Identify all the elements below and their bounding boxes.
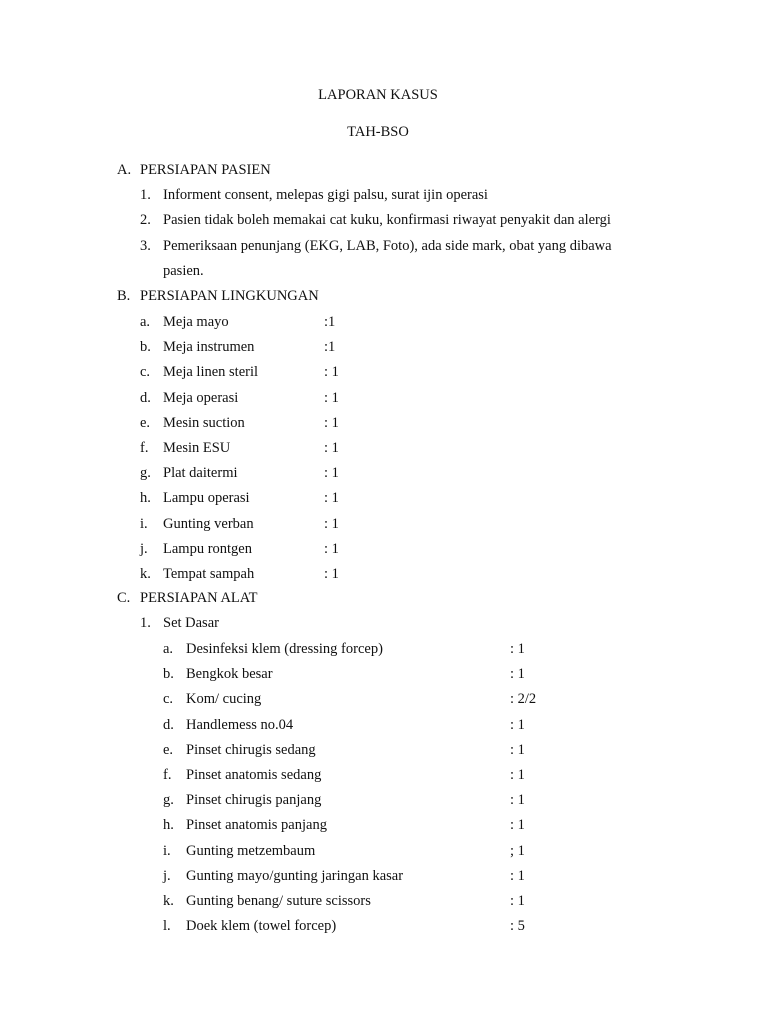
list-item-text: Pemeriksaan penunjang (EKG, LAB, Foto), ada side mark, obat yang dibawa [163,238,612,254]
item-name: Pinset chirugis sedang [186,741,316,758]
item-quantity: : 1 [324,364,339,381]
item-name: Tempat sampah [163,566,255,582]
item-marker: f. [163,767,172,783]
document-title: LAPORAN KASUS [318,87,438,103]
item-name: Doek klem (towel forcep) [186,918,337,935]
item-marker: i. [140,515,148,532]
item-name: Pinset anatomis sedang [186,767,322,783]
item-quantity: : 1 [510,641,525,657]
item-marker: g. [140,465,151,482]
subsection-marker: 1. [140,615,151,631]
list-item-text: Informent consent, melepas gigi palsu, surat ijin operasi [163,187,488,203]
item-quantity: : 1 [324,515,339,532]
list-item-text: Pasien tidak boleh memakai cat kuku, konfirmasi riwayat penyakit dan alergi [163,212,611,228]
item-name: Lampu operasi [163,490,250,507]
item-marker: e. [140,414,151,431]
item-quantity: : 1 [324,414,339,431]
item-name: Plat daitermi [163,465,238,482]
section-marker: A. [117,162,132,178]
item-quantity: : 1 [510,893,525,909]
item-quantity: : 1 [510,716,525,733]
item-marker: e. [163,741,174,758]
list-item-continuation: pasien. [163,263,204,279]
item-marker: d. [163,716,174,733]
item-marker: b. [140,339,151,356]
item-marker: c. [140,364,151,381]
item-quantity: : 1 [510,792,525,809]
item-marker: c. [163,691,174,708]
item-name: Meja instrumen [163,339,255,356]
item-marker: d. [140,389,151,406]
section-marker: B. [117,288,131,304]
item-name: Mesin ESU [163,440,231,456]
item-marker: h. [163,817,174,834]
item-name: Bengkok besar [186,666,273,683]
item-quantity: : 2/2 [510,691,537,708]
item-name: Desinfeksi klem (dressing forcep) [186,641,383,657]
item-marker: l. [163,918,171,935]
item-name: Kom/ cucing [186,691,262,708]
document-subtitle: TAH-BSO [347,124,409,140]
item-marker: a. [140,314,151,330]
item-name: Pinset anatomis panjang [186,817,327,834]
section-marker: C. [117,590,131,606]
item-quantity: : 1 [324,490,339,507]
item-name: Gunting benang/ suture scissors [186,893,371,909]
item-name: Gunting metzembaum [186,842,316,859]
item-quantity: : 1 [510,741,525,758]
list-item-marker: 1. [140,187,151,203]
item-quantity: :1 [324,314,336,330]
list-item-marker: 2. [140,212,151,228]
item-quantity: : 1 [510,817,525,834]
item-marker: j. [140,540,148,557]
section-heading: PERSIAPAN ALAT [140,590,258,606]
item-marker: i. [163,842,171,859]
item-name: Gunting verban [163,515,254,532]
item-quantity: : 1 [324,440,339,456]
item-name: Mesin suction [163,414,245,431]
item-quantity: : 1 [324,566,339,582]
item-marker: g. [163,792,174,809]
item-quantity: : 1 [510,666,525,683]
item-quantity: : 1 [324,540,339,557]
item-marker: j. [163,867,171,884]
item-quantity: : 5 [510,918,525,935]
section-heading: PERSIAPAN LINGKUNGAN [140,288,319,304]
section-heading: PERSIAPAN PASIEN [140,162,271,178]
item-name: Handlemess no.04 [186,716,294,733]
item-marker: k. [140,566,151,582]
item-marker: f. [140,440,149,456]
item-quantity: ; 1 [510,842,525,859]
item-quantity: : 1 [324,389,339,406]
item-name: Pinset chirugis panjang [186,792,322,809]
item-marker: b. [163,666,174,683]
item-quantity: : 1 [510,867,525,884]
item-name: Meja mayo [163,314,229,330]
item-marker: a. [163,641,174,657]
item-name: Gunting mayo/gunting jaringan kasar [186,867,404,884]
item-marker: h. [140,490,151,507]
item-name: Meja linen steril [163,364,259,381]
item-quantity: : 1 [324,465,339,482]
item-quantity: : 1 [510,767,525,783]
item-name: Lampu rontgen [163,540,252,557]
item-marker: k. [163,893,174,909]
item-name: Meja operasi [163,389,239,406]
item-quantity: :1 [324,339,336,356]
list-item-marker: 3. [140,238,151,254]
subsection-heading: Set Dasar [163,615,219,631]
